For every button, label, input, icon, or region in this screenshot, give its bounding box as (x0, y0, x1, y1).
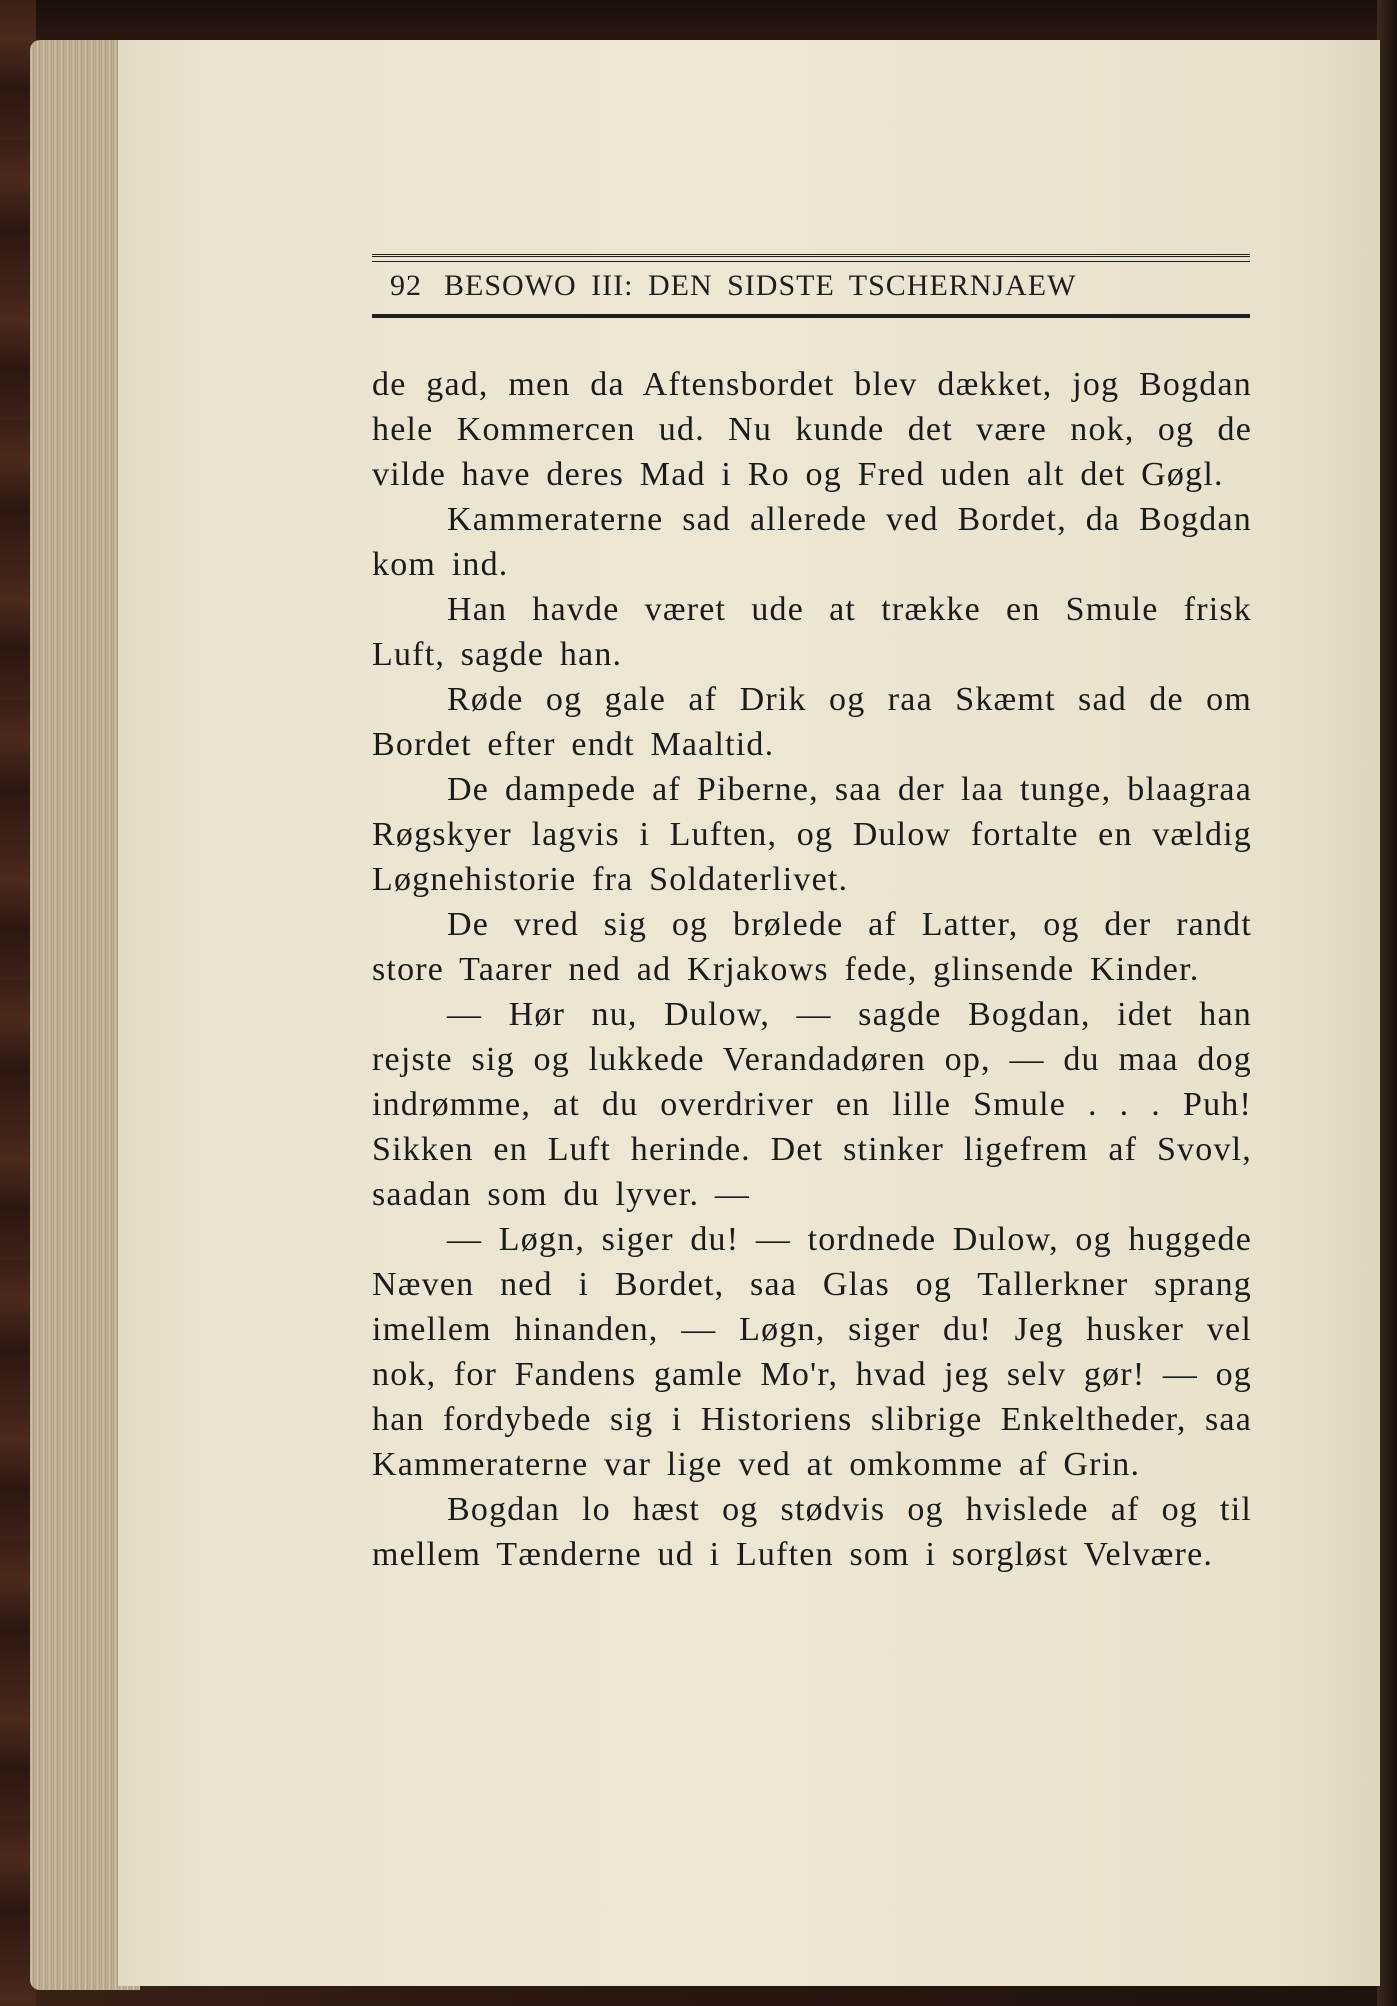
paragraph: Bogdan lo hæst og stødvis og hvislede af og til mellem Tænderne ud i Luften som i sorgløst Velvære. (372, 1491, 1252, 1573)
paragraph: de gad, men da Aftensbordet blev dækket, jog Bogdan hele Kommercen ud. Nu kunde det være nok, og de vilde have deres Mad i Ro og Fred uden alt det Gøgl. (372, 366, 1252, 493)
running-head (372, 254, 1250, 318)
body-text (372, 362, 1252, 1577)
paragraph: — Løgn, siger du! — tordnede Dulow, og huggede Næven ned i Bordet, saa Glas og Tallerkner sprang imellem hinanden, — Løgn, siger du! Jeg husker vel nok, for Fandens gamle Mo'r, hvad jeg selv gør! — og han fordybede sig i Historiens slibrige Enkeltheder, saa Kammeraterne var lige ved at omkomme af Grin. (372, 1221, 1252, 1483)
paragraph: Røde og gale af Drik og raa Skæmt sad de om Bordet efter endt Maaltid. (372, 681, 1252, 763)
book-cover-right (1377, 0, 1397, 2006)
page-number: 92 (390, 268, 422, 302)
paragraph: Kammeraterne sad allerede ved Bordet, da Bogdan kom ind. (372, 501, 1252, 583)
chapter-title: BESOWO III: DEN SIDSTE TSCHERNJAEW (444, 268, 1077, 302)
paragraph: — Hør nu, Dulow, — sagde Bogdan, idet han rejste sig og lukkede Verandadøren op, — du maa dog indrømme, at du overdriver en lille Smule . . . Puh! Sikken en Luft herinde. Det stinker ligefrem af Svovl, saadan som du lyver. — (372, 996, 1252, 1213)
paragraph: Han havde været ude at trække en Smule frisk Luft, sagde han. (372, 591, 1252, 673)
paragraph: De vred sig og brølede af Latter, og der randt store Taarer ned ad Krjakows fede, glinsende Kinder. (372, 906, 1252, 988)
paragraph: De dampede af Piberne, saa der laa tunge, blaagraa Røgskyer lagvis i Luften, og Dulow fortalte en vældig Løgnehistorie fra Soldaterlivet. (372, 771, 1252, 898)
